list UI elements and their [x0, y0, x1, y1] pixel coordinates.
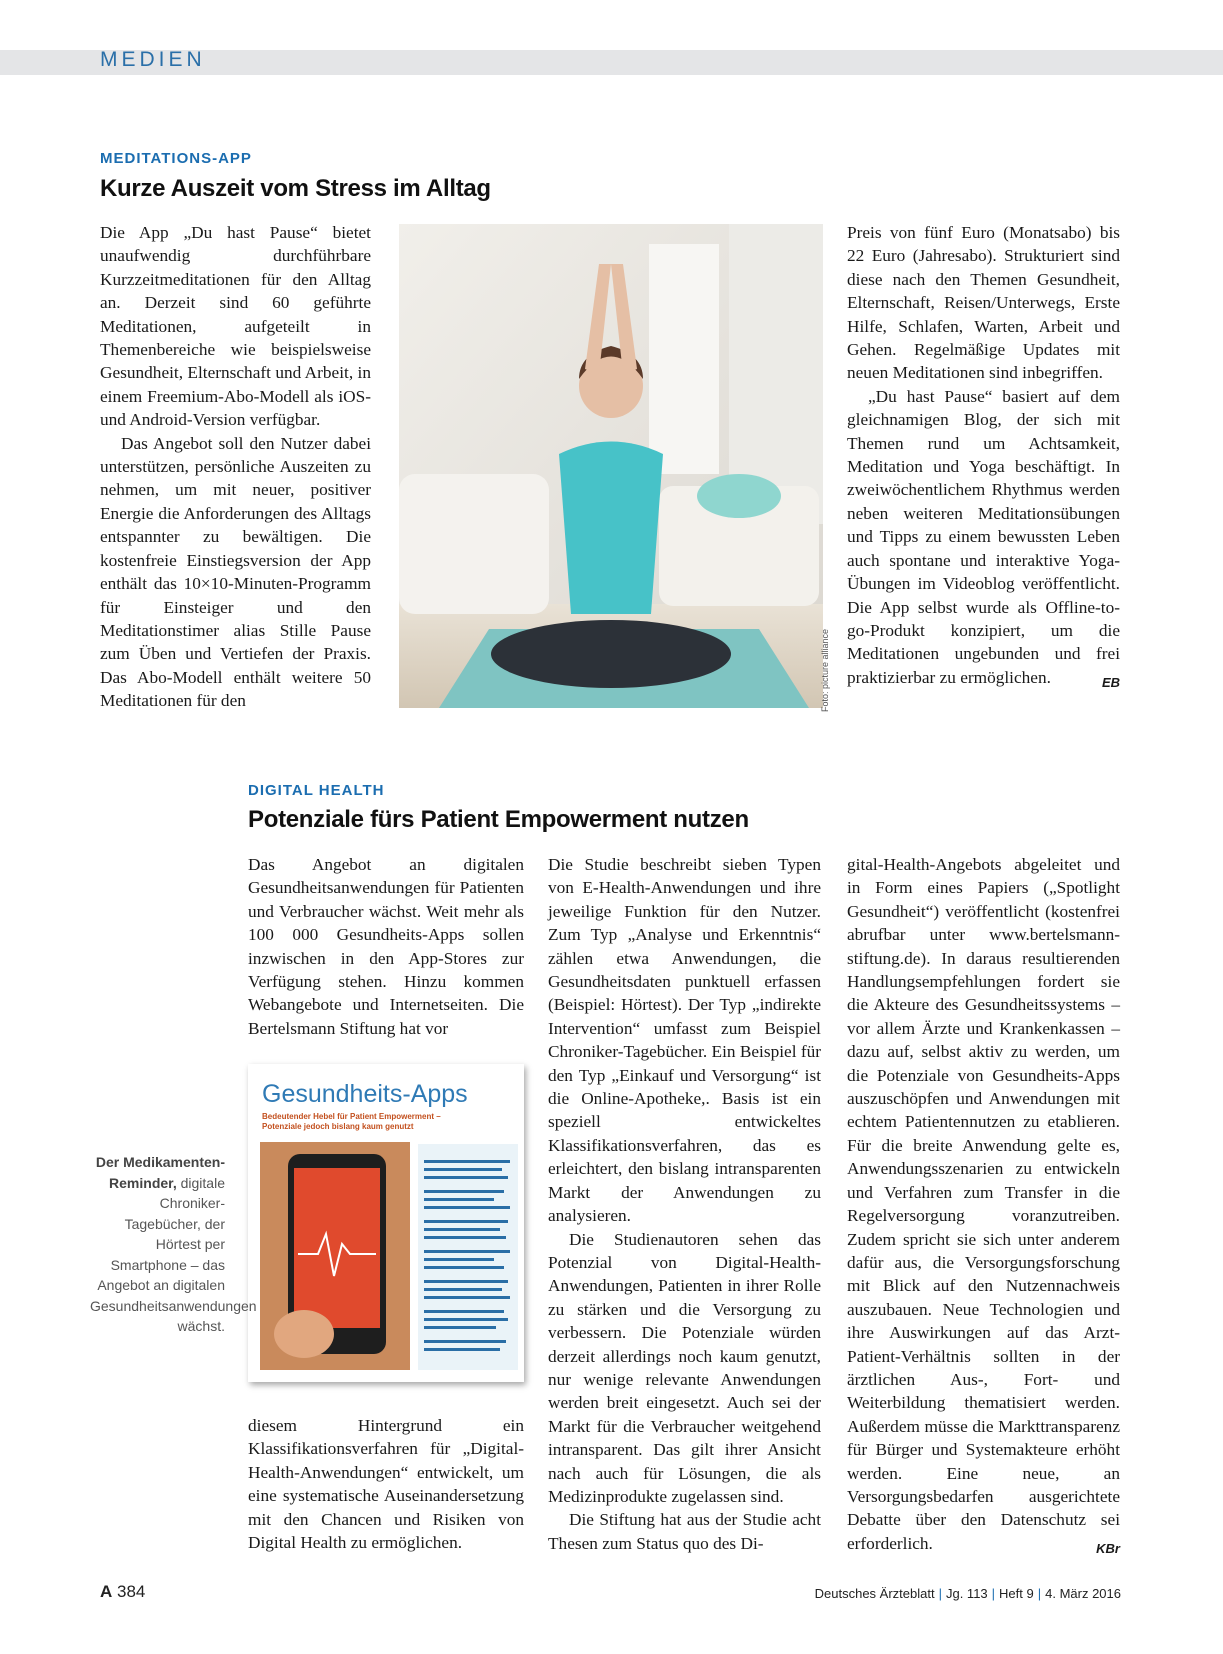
report-subtitle: Bedeutender Hebel für Patient Empowerment – Potenziale jedoch bislang kaum genutzt [262, 1112, 441, 1131]
article2-paragraph: Das Angebot an digitalen Gesundheitsanwendungen für Patienten und Verbraucher wächst. Weit mehr als 100 000 Gesundheits-Apps sollen inzwischen in den App-Stores zur Verfügung stehen. Hinzu kommen Webangebote und Internetseiten. Die Bertelsmann Stiftung hat vor [248, 855, 524, 1038]
section-label: MEDIEN [100, 48, 206, 71]
article2-paragraph: Die Studie beschreibt sieben Typen von E-Health-Anwendungen und ihre jeweilige Funktion für den Nutzer. Zum Typ „Analyse und Erkenntnis“ zählen etwa Anwendungen, die Gesundheitsdaten punktuell erfassen (Beispiel: Hörtest). Der Typ „indirekte Intervention“ umfasst zum Beispiel Chroniker-Tagebücher. Ein Beispiel für den Typ „Einkauf und Versorgung“ ist die Online-Apotheke,. Basis ist ein speziell entwickeltes Klassifikationsverfahren, das es erleichtert, den bislang intransparenten Markt der Anwendungen zu analysieren. [548, 855, 821, 1226]
article2-headline: Potenziale fürs Patient Empowerment nutzen [248, 806, 749, 833]
report-title: Gesundheits-Apps [262, 1080, 468, 1108]
report-cover-image [248, 1064, 524, 1382]
article2-column-1-top [248, 853, 524, 1040]
article1-paragraph: Preis von fünf Euro (Monatsabo) bis 22 Euro (Jahresabo). Strukturiert sind diese nach den Themen Gesundheit, Elternschaft, Reisen/Unterwegs, Erste Hilfe, Schlafen, Warten, Arbeit und Gehen. Regelmäßige Updates mit neuen Meditationen sind inbegriffen. [847, 223, 1120, 383]
article1-paragraph: Die App „Du hast Pause“ bietet unaufwendig durchführbare Kurzzeitmeditationen für den Alltag an. Derzeit sind 60 geführte Meditationen, aufgeteilt in Themenbereiche wie beispielsweise Gesundheit, Elternschaft und Arbeit, in einem Freemium-Abo-Modell als iOS- und Android-Version verfügbar. [100, 223, 371, 430]
publication-info: Deutsches Ärzteblatt | Jg. 113 | Heft 9 | 4. März 2016 [814, 1586, 1121, 1601]
article2-column-2 [548, 853, 821, 1555]
journal-name: Deutsches Ärzteblatt [814, 1586, 935, 1601]
article1-signature: EB [1101, 674, 1120, 690]
article2-paragraph: gital-Health-Angebots abgeleitet und in Form eines Papiers („Spotlight Gesundheit“) veröffentlicht (kostenfrei abrufbar unter www.bertelsmann-stiftung.de). In daraus resultierenden Handlungsempfehlungen fordert sie die Akteure des Gesundheitssystems – vor allem Ärzte und Krankenkassen – dazu auf, selbst aktiv zu werden, um die Potenziale von Gesundheits-Apps auszuschöpfen und Anwendungen mit echtem Patientennutzen zu etablieren. Für die breite Anwendung gelte es, Anwendungsszenarien zu entwickeln und Verfahren zum Transfer in die Regelversorgung voranzutreiben. Zudem spricht sie sich unter anderem dafür aus, die Versorgungsforschung mit Blick auf den Nutzennachweis auszubauen. Neue Technologien und ihre Auswirkungen auf das Arzt-Patient-Verhältnis sollten in der ärztlichen Aus-, Fort- und Weiterbildung thematisiert werden. Außerdem müsse die Markttransparenz für Bürger und Systemakteure erhöht werden. Eine neue, an Versorgungsbedarfen ausgerichtete Debatte über den Datenschutz sei erforderlich. KBr [847, 853, 1120, 1555]
article1-headline: Kurze Auszeit vom Stress im Alltag [100, 175, 491, 202]
article2-kicker: DIGITAL HEALTH [248, 782, 385, 799]
article2-signature: KBr [1096, 1540, 1120, 1556]
article1-column-1 [100, 221, 371, 713]
article1-kicker: MEDITATIONS-APP [100, 150, 252, 167]
caption-text: digitale Chroniker-Tagebücher, der Hörtest per Smartphone – das Angebot an digitalen Gesundheitsanwendungen wächst. [90, 1174, 257, 1334]
page-number: A 384 [100, 1582, 146, 1601]
yoga-woman-image [399, 224, 823, 708]
caption-lead: Der Medikamenten-Reminder, [95, 1154, 225, 1191]
article2-paragraph: Die Studienautoren sehen das Potenzial von Digital-Health-Anwendungen, Patienten in ihrer Rolle zu stärken und die Versorgung zu verbessern. Die Potenziale würden derzeit allerdings noch kaum genutzt, nur wenige relevante Anwendungen werden breit eingesetzt. Auch sei der Markt für die Verbraucher weitgehend intransparent. Das gilt ihrer Ansicht nach auch für Lösungen, die als Medizinprodukte zugelassen sind. [548, 1229, 821, 1506]
journal-volume: Jg. 113 [945, 1586, 988, 1601]
article2-column-1-bottom [248, 1414, 524, 1554]
image-caption [90, 1152, 257, 1337]
article2-column-3 [847, 853, 1120, 1560]
article1-paragraph: Das Angebot soll den Nutzer dabei unterstützen, persönliche Auszeiten zu nehmen, um mit neuer, positiver Energie die Anforderungen des Alltags entspannter zu bewältigen. Die kostenfreie Einstiegsversion der App enthält das 10×10-Minuten-Programm für Einsteiger und den Meditationstimer alias Stille Pause zum Üben und Vertiefen der Praxis. Das Abo-Modell enthält weitere 50 Meditationen für den [100, 433, 371, 711]
photo-credit: Foto: picture alliance [820, 628, 830, 712]
article1-column-2 [847, 221, 1120, 694]
article2-paragraph: diesem Hintergrund ein Klassifikationsverfahren für „Digital-Health-Anwendungen“ entwickelt, um eine systematische Auseinandersetzung mit den Chancen und Risiken von Digital Health zu ermöglichen. [248, 1416, 524, 1553]
journal-issue: Heft 9 [999, 1586, 1034, 1601]
yoga-photo [399, 224, 823, 708]
journal-date: 4. März 2016 [1045, 1586, 1121, 1601]
article1-paragraph: „Du hast Pause“ basiert auf dem gleichnamigen Blog, der sich mit Themen rund um Achtsamkeit, Meditation und Yoga beschäftigt. In zweiwöchentlichem Rhythmus werden neben weiteren Meditationsübungen und Tipps zu einem bewussten Leben auch spontane und interaktive Yoga-Übungen im Videoblog veröffentlicht. Die App selbst wurde als Offline-to-go-Produkt konzipiert, um die Meditationen ungebunden und frei praktizierbar zu ermöglichen. EB [847, 385, 1120, 689]
article2-paragraph: Die Stiftung hat aus der Studie acht Thesen zum Status quo des Di- [548, 1510, 821, 1553]
